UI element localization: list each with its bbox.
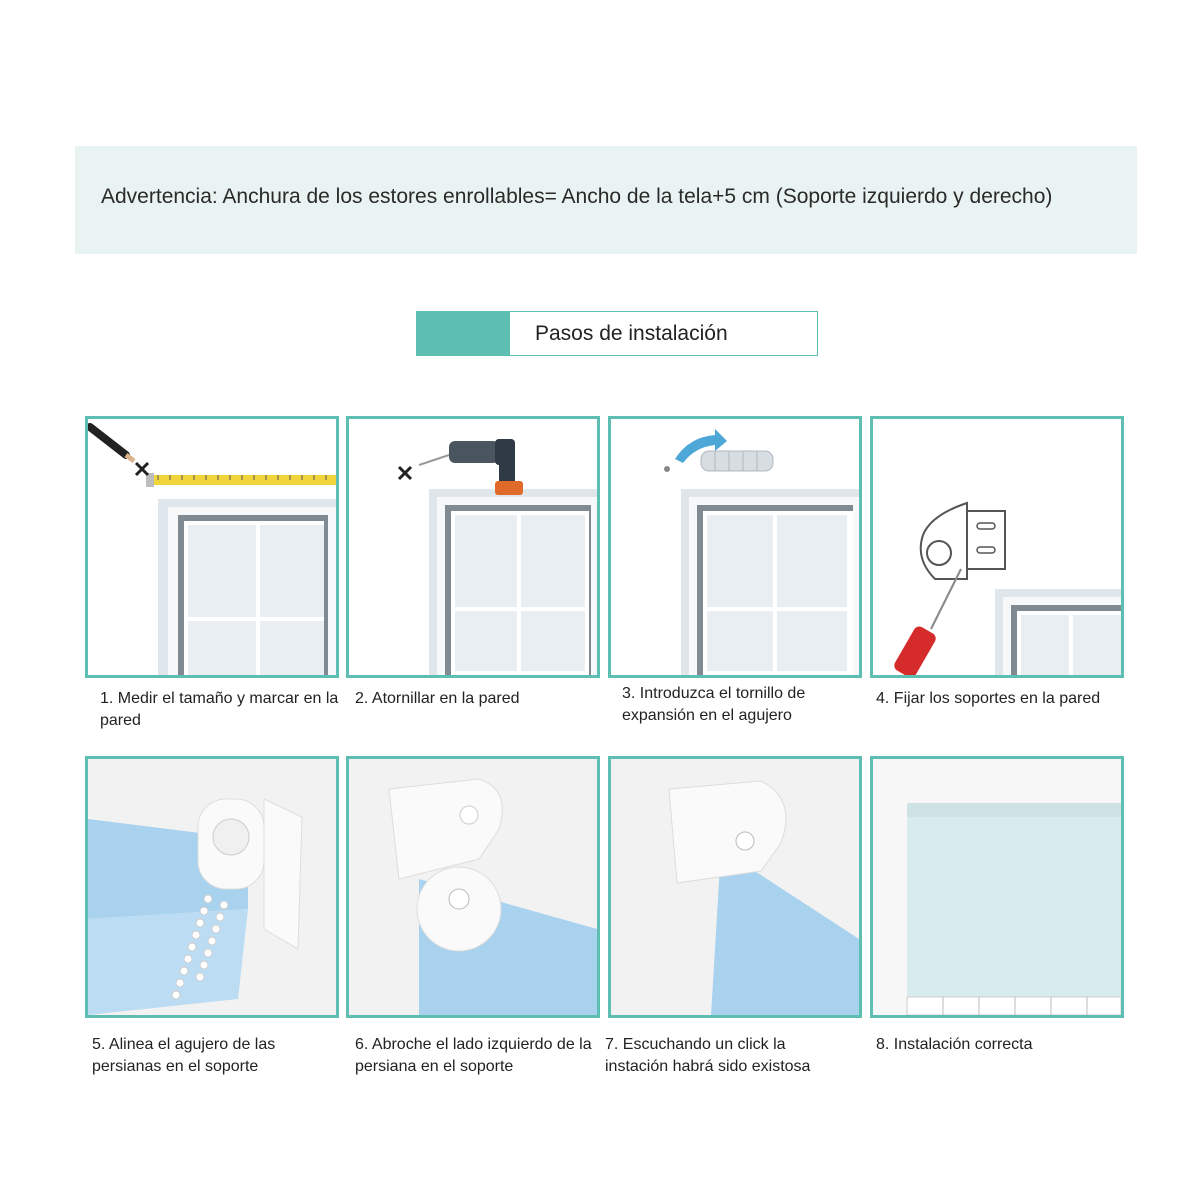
step-1-caption: 1. Medir el tamaño y marcar en la pared — [100, 690, 339, 729]
bracket-clip-icon — [349, 759, 597, 1015]
step-3-caption: 3. Introduzca el tornillo de expansión en el agujero — [622, 685, 806, 724]
section-title: Pasos de instalación — [535, 322, 728, 345]
warning-text: Advertencia: Anchura de los estores enrollables= Ancho de la tela+5 cm (Soporte izquierdo y derecho) — [101, 185, 1053, 208]
drill-icon — [349, 419, 597, 675]
blind-chain-bracket-icon — [88, 759, 336, 1015]
step-7-caption: 7. Escuchando un click la instación habrá sido existosa — [605, 1036, 811, 1075]
measure-tape-pencil-icon — [88, 419, 336, 675]
title-accent-bar — [417, 312, 510, 355]
step-5-image — [85, 756, 339, 1018]
step-8-caption: 8. Instalación correcta — [876, 1036, 1033, 1053]
step-4-image — [870, 416, 1124, 678]
step-2-caption: 2. Atornillar en la pared — [355, 690, 520, 707]
step-3-image — [608, 416, 862, 678]
step-6-image — [346, 756, 600, 1018]
step-5-caption: 5. Alinea el agujero de las persianas en el soporte — [92, 1036, 276, 1075]
step-2-image — [346, 416, 600, 678]
bracket-screwdriver-icon — [873, 419, 1121, 675]
step-6-caption: 6. Abroche el lado izquierdo de la persiana en el soporte — [355, 1036, 592, 1075]
wall-plug-arrow-icon — [611, 419, 859, 675]
step-1-image — [85, 416, 339, 678]
step-7-image — [608, 756, 862, 1018]
step-4-caption: 4. Fijar los soportes en la pared — [876, 690, 1101, 707]
bracket-click-icon — [611, 759, 859, 1015]
section-title-box — [416, 311, 818, 356]
installed-blind-icon — [873, 759, 1121, 1015]
step-8-image — [870, 756, 1124, 1018]
warning-banner — [75, 146, 1137, 254]
